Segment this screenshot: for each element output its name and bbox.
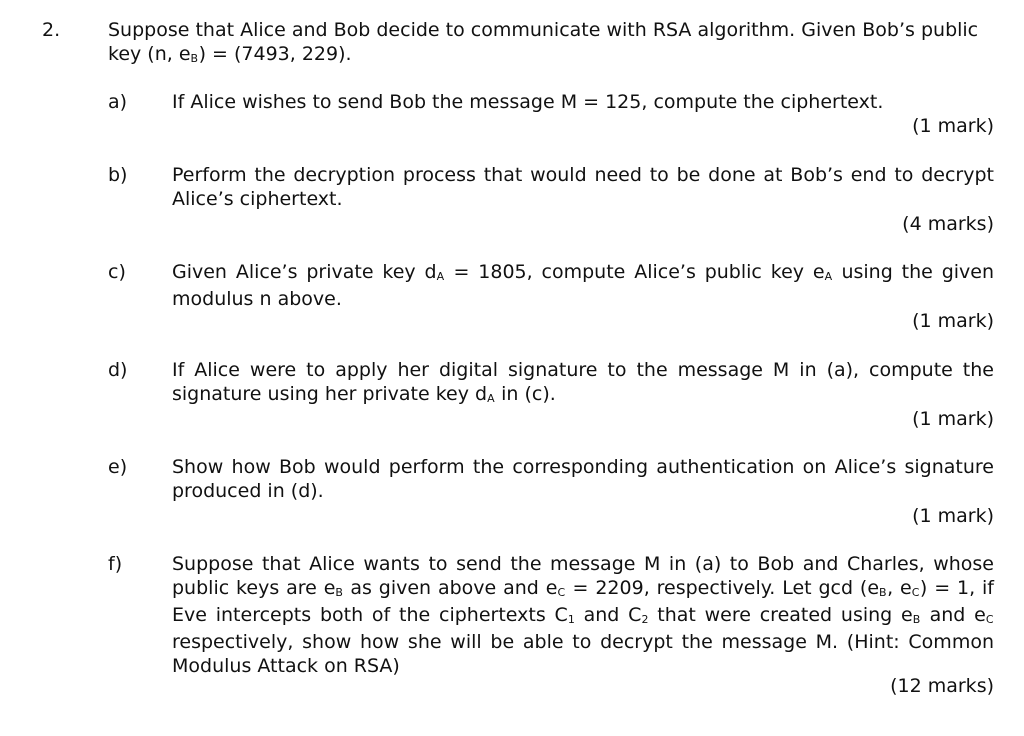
- part-e-marks: (1 mark): [912, 505, 994, 527]
- part-c-text-1: Given Alice’s private key d: [172, 261, 437, 283]
- part-f-text-4: , e: [887, 577, 912, 599]
- part-f-text-3: = 2209, respectively. Let gcd (e: [565, 577, 880, 599]
- subscript-b: B: [912, 613, 921, 626]
- part-c-marks: (1 mark): [912, 310, 994, 332]
- intro-line-1: Suppose that Alice and Bob decide to communicate with RSA algorithm. Given Bob’s public: [108, 19, 979, 41]
- part-c-text-2: = 1805, compute Alice’s public key e: [444, 261, 825, 283]
- part-b-marks: (4 marks): [902, 213, 994, 235]
- subscript-b: B: [335, 586, 344, 599]
- subscript-c: C: [911, 586, 920, 599]
- part-f-text-6: and C: [574, 604, 642, 626]
- part-c-text-3: using the given modulus n above.: [172, 261, 995, 310]
- part-f-text-2: as given above and e: [343, 577, 558, 599]
- question-intro: [108, 18, 998, 69]
- part-e-text: Show how Bob would perform the corresponding authentication on Alice’s signature produced in (d).: [172, 456, 994, 502]
- intro-subscript-b: B: [190, 52, 199, 65]
- part-c-label: c): [108, 261, 126, 283]
- part-f-marks: (12 marks): [890, 675, 994, 697]
- part-b-text: Perform the decryption process that would need to be done at Bob’s end to decrypt Alice’s ciphertext.: [172, 164, 994, 210]
- part-a-label: a): [108, 91, 128, 113]
- intro-line-2: [108, 42, 998, 69]
- intro-line-2-post: ) = (7493, 229).: [198, 43, 352, 65]
- intro-line-2-pre: key (n, e: [108, 43, 191, 65]
- question-number: 2.: [42, 19, 61, 41]
- part-f-text-8: and e: [920, 604, 986, 626]
- part-b-label: b): [108, 164, 128, 186]
- part-c-text: [172, 260, 994, 311]
- subscript-b: B: [879, 586, 888, 599]
- part-e-label: e): [108, 456, 128, 478]
- subscript-a: A: [436, 270, 445, 283]
- part-d-marks: (1 mark): [912, 408, 994, 430]
- part-f-text-1: Suppose that Alice wants to send the message M in (a) to Bob and Charles, whose public keys are e: [172, 553, 994, 599]
- part-f-text-9: respectively, show how she will be able to decrypt the message M. (Hint: Common Modulus Attack on RSA): [172, 631, 994, 677]
- subscript-a: A: [487, 392, 496, 405]
- subscript-2: 2: [641, 613, 649, 626]
- part-d-text-1: If Alice were to apply her digital signature to the message M in (a), compute the signature using her private key d: [172, 359, 994, 405]
- part-d-text-2: in (c).: [495, 383, 556, 405]
- part-a-marks: (1 mark): [912, 115, 994, 137]
- subscript-1: 1: [567, 613, 575, 626]
- part-f-text-5: ) = 1, if Eve intercepts both of the ciphertexts C: [172, 577, 994, 626]
- part-a-text: If Alice wishes to send Bob the message M = 125, compute the ciphertext.: [172, 91, 884, 113]
- part-f-text: [172, 552, 994, 678]
- part-f-label: f): [108, 553, 123, 575]
- subscript-a: A: [824, 270, 833, 283]
- subscript-c: C: [985, 613, 995, 626]
- part-d-text: [172, 358, 994, 409]
- part-d-label: d): [108, 359, 128, 381]
- subscript-c: C: [557, 586, 566, 599]
- part-f-text-7: that were created using e: [648, 604, 913, 626]
